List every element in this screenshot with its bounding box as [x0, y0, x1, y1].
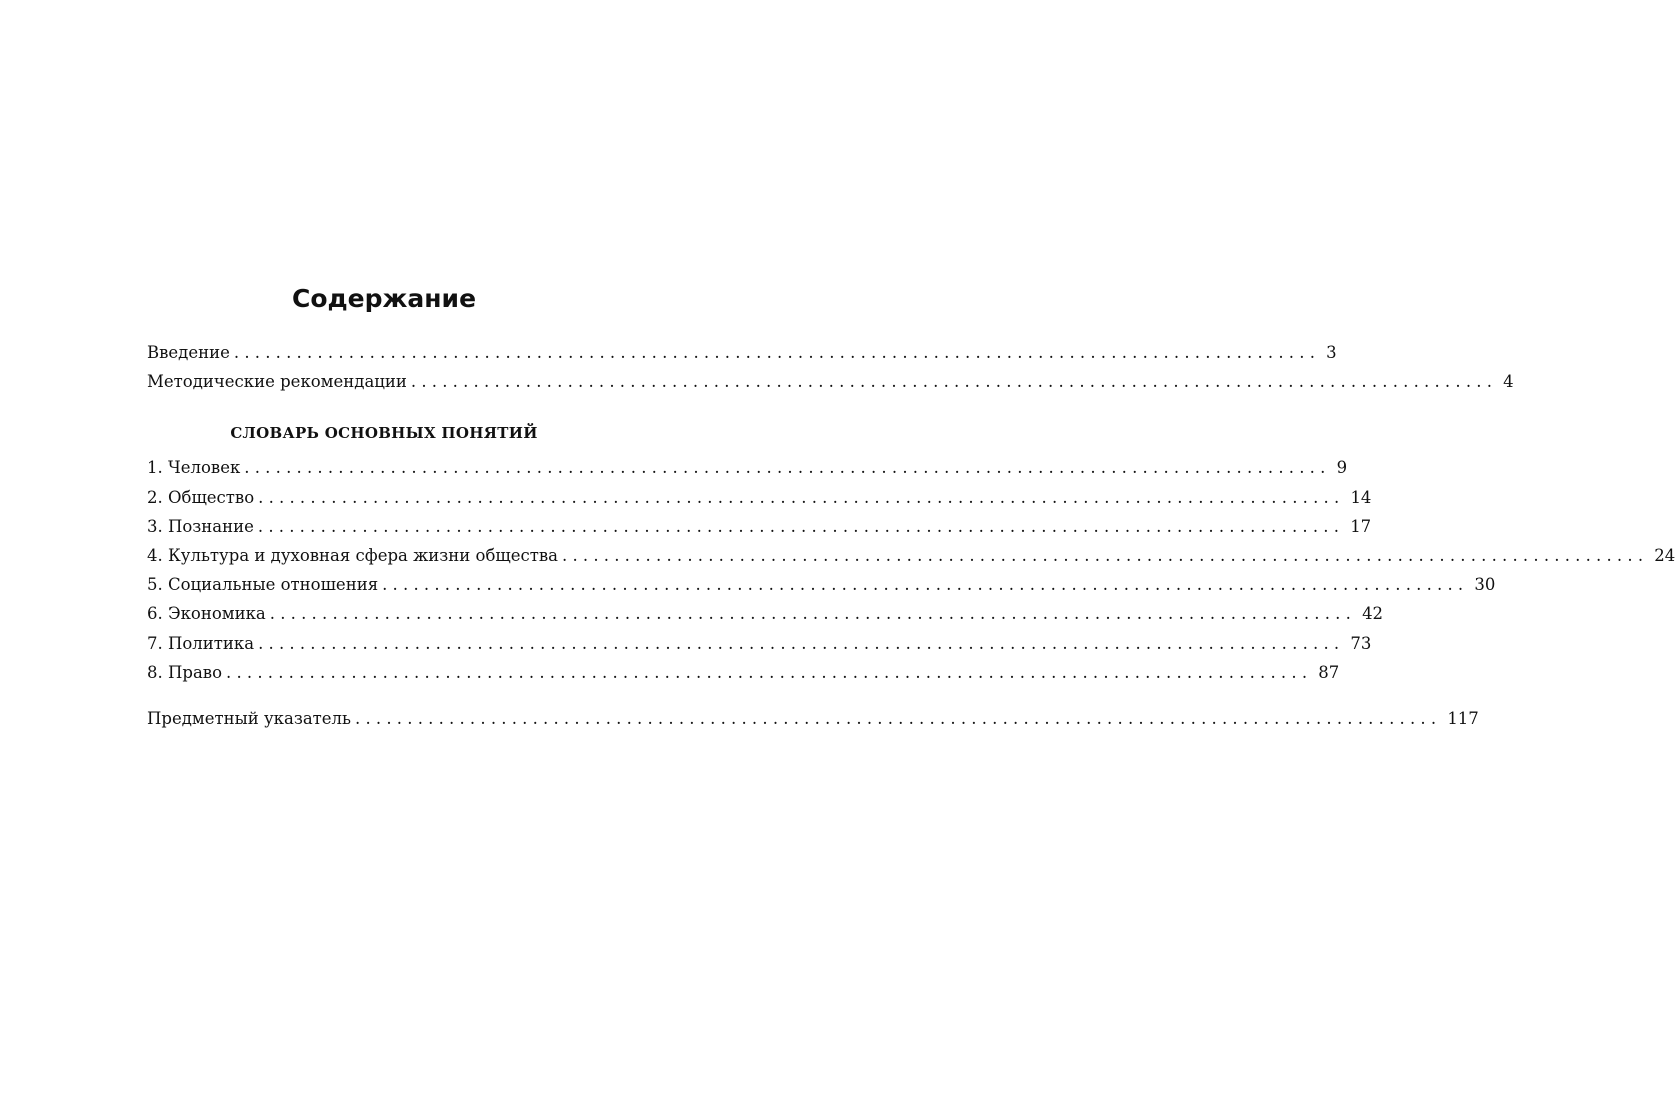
toc-entry-label: 5. Социальные отношения: [147, 575, 379, 594]
toc-entry-chapter-8[interactable]: [147, 663, 1340, 685]
toc-entry-label: 4. Культура и духовная сфера жизни общества: [147, 546, 558, 565]
toc-entry-chapter-3[interactable]: [147, 517, 1372, 539]
toc-entry-page: 17: [1350, 517, 1372, 536]
dot-leader: ........................................................................................................: [257, 517, 1345, 536]
toc-entry-label: Методические рекомендации: [147, 372, 407, 391]
toc-entry-page: 30: [1474, 575, 1496, 594]
toc-entry-introduction[interactable]: [147, 343, 1337, 365]
page-title: Содержание: [291, 284, 477, 313]
toc-entry-chapter-6[interactable]: [147, 604, 1384, 626]
toc-entry-chapter-1[interactable]: [147, 458, 1348, 480]
toc-entry-methodical-recommendations[interactable]: [147, 372, 1514, 394]
toc-entry-page: 9: [1336, 458, 1348, 477]
toc-entry-page: 3: [1326, 343, 1337, 362]
toc-entry-chapter-7[interactable]: [147, 634, 1372, 656]
toc-entry-page: 42: [1362, 604, 1384, 623]
dot-leader: ........................................................................................................: [382, 575, 1469, 594]
dot-leader: ........................................................................................................: [355, 709, 1442, 728]
toc-entry-label: Предметный указатель: [147, 709, 352, 728]
toc-entry-page: 14: [1350, 488, 1372, 507]
toc-entry-label: Введение: [147, 343, 230, 362]
dot-leader: ........................................................................................................: [258, 634, 1345, 653]
dot-leader: ........................................................................................................: [410, 372, 1498, 391]
toc-entry-page: 117: [1447, 709, 1479, 728]
toc-entry-page: 73: [1350, 634, 1372, 653]
toc-entry-label: 2. Общество: [147, 488, 255, 507]
dot-leader: ........................................................................................................: [269, 604, 1357, 623]
section-heading: СЛОВАРЬ ОСНОВНЫХ ПОНЯТИЙ: [230, 424, 538, 442]
toc-entry-label: 1. Человек: [147, 458, 241, 477]
toc-entry-label: 6. Экономика: [147, 604, 266, 623]
toc-entry-page: 4: [1503, 372, 1514, 391]
dot-leader: ........................................................................................................: [562, 546, 1649, 565]
toc-entry-label: 8. Право: [147, 663, 222, 682]
toc-entry-label: 7. Политика: [147, 634, 255, 653]
dot-leader: ........................................................................................................: [244, 458, 1331, 477]
toc-entry-chapter-5[interactable]: [147, 575, 1496, 597]
toc-entry-page: 87: [1318, 663, 1340, 682]
toc-entry-page: 24: [1654, 546, 1675, 565]
toc-entry-subject-index[interactable]: [147, 709, 1479, 731]
toc-entry-chapter-4[interactable]: [147, 546, 1675, 568]
toc-entry-label: 3. Познание: [147, 517, 254, 536]
dot-leader: ........................................................................................................: [258, 488, 1345, 507]
toc-entry-chapter-2[interactable]: [147, 488, 1372, 510]
dot-leader: ........................................................................................................: [233, 343, 1321, 362]
dot-leader: ........................................................................................................: [226, 663, 1313, 682]
